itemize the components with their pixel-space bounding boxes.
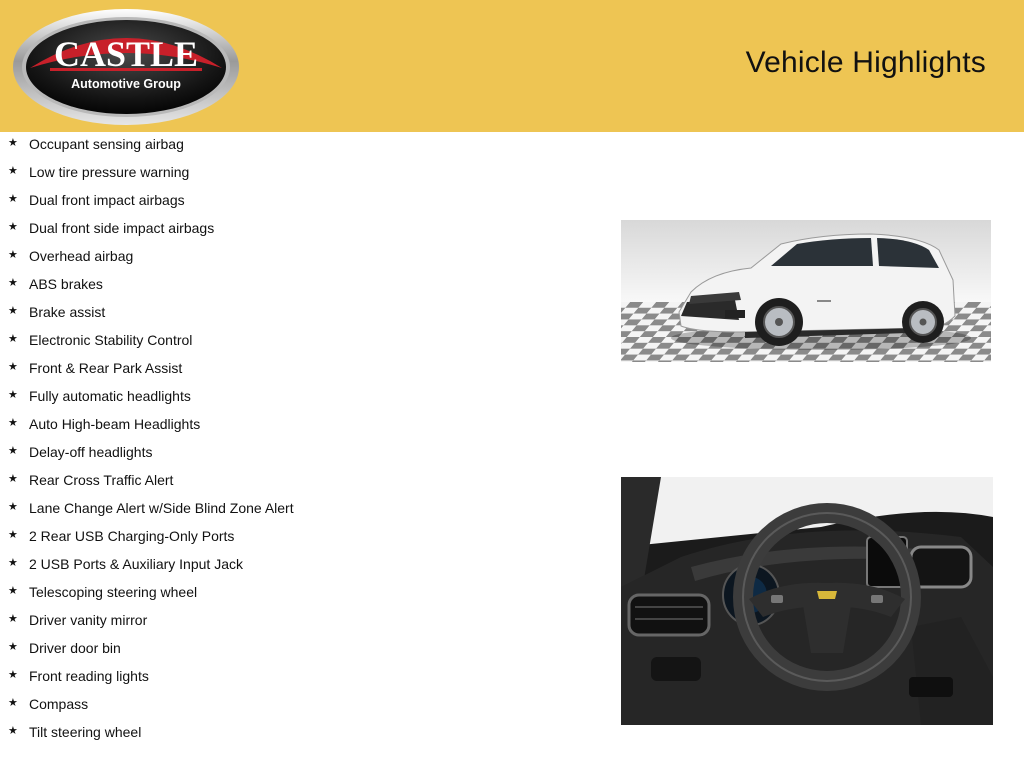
feature-item (0, 246, 560, 274)
feature-label: Front reading lights (29, 668, 149, 684)
feature-label: ABS brakes (29, 276, 103, 292)
feature-label: Electronic Stability Control (29, 332, 193, 348)
feature-label: Driver vanity mirror (29, 612, 148, 628)
star-bullet-icon: ★ (8, 725, 18, 737)
feature-label: Overhead airbag (29, 248, 134, 264)
star-bullet-icon: ★ (8, 697, 18, 709)
castle-automotive-logo[interactable] (12, 8, 240, 126)
star-bullet-icon: ★ (8, 585, 18, 597)
star-bullet-icon: ★ (8, 249, 18, 261)
star-bullet-icon: ★ (8, 137, 18, 149)
feature-label: 2 Rear USB Charging-Only Ports (29, 528, 235, 544)
feature-item (0, 554, 560, 582)
star-bullet-icon: ★ (8, 305, 18, 317)
feature-item (0, 638, 560, 666)
feature-label: Tilt steering wheel (29, 724, 142, 740)
star-bullet-icon: ★ (8, 417, 18, 429)
star-bullet-icon: ★ (8, 557, 18, 569)
feature-item (0, 442, 560, 470)
feature-label: Compass (29, 696, 89, 712)
feature-label: Delay-off headlights (29, 444, 153, 460)
feature-item (0, 386, 560, 414)
feature-label: Telescoping steering wheel (29, 584, 198, 600)
vehicle-exterior-photo (621, 220, 991, 362)
star-bullet-icon: ★ (8, 669, 18, 681)
feature-item (0, 162, 560, 190)
feature-label: Driver door bin (29, 640, 121, 656)
feature-label: Brake assist (29, 304, 106, 320)
logo-tagline-text: Automotive Group (71, 77, 181, 91)
star-bullet-icon: ★ (8, 221, 18, 233)
feature-item (0, 666, 560, 694)
star-bullet-icon: ★ (8, 641, 18, 653)
star-bullet-icon: ★ (8, 501, 18, 513)
star-bullet-icon: ★ (8, 333, 18, 345)
feature-item (0, 274, 560, 302)
star-bullet-icon: ★ (8, 277, 18, 289)
feature-item (0, 414, 560, 442)
star-bullet-icon: ★ (8, 473, 18, 485)
feature-label: Lane Change Alert w/Side Blind Zone Alert (29, 500, 294, 516)
star-bullet-icon: ★ (8, 165, 18, 177)
star-bullet-icon: ★ (8, 389, 18, 401)
feature-item (0, 190, 560, 218)
header-banner (0, 0, 1024, 132)
star-bullet-icon: ★ (8, 613, 18, 625)
feature-item (0, 218, 560, 246)
feature-label: Rear Cross Traffic Alert (29, 472, 174, 488)
vehicle-interior-photo (621, 477, 993, 725)
feature-item (0, 302, 560, 330)
feature-item (0, 358, 560, 386)
star-bullet-icon: ★ (8, 361, 18, 373)
feature-label: Low tire pressure warning (29, 164, 190, 180)
feature-item (0, 582, 560, 610)
feature-label: Dual front side impact airbags (29, 220, 215, 236)
feature-label: 2 USB Ports & Auxiliary Input Jack (29, 556, 243, 572)
feature-item (0, 330, 560, 358)
star-bullet-icon: ★ (8, 445, 18, 457)
star-bullet-icon: ★ (8, 193, 18, 205)
feature-label: Fully automatic headlights (29, 388, 191, 404)
feature-item (0, 470, 560, 498)
page-title: Vehicle Highlights (745, 46, 986, 79)
feature-item (0, 610, 560, 638)
star-bullet-icon: ★ (8, 529, 18, 541)
feature-item (0, 694, 560, 722)
logo-brand-text: CASTLE (53, 34, 199, 74)
feature-item (0, 134, 560, 162)
logo-emblem-icon (12, 8, 240, 126)
feature-item (0, 498, 560, 526)
feature-label: Front & Rear Park Assist (29, 360, 183, 376)
feature-label: Auto High-beam Headlights (29, 416, 201, 432)
vehicle-features-list (0, 134, 560, 750)
feature-item (0, 526, 560, 554)
feature-label: Dual front impact airbags (29, 192, 185, 208)
feature-label: Occupant sensing airbag (29, 136, 184, 152)
feature-item (0, 722, 560, 750)
